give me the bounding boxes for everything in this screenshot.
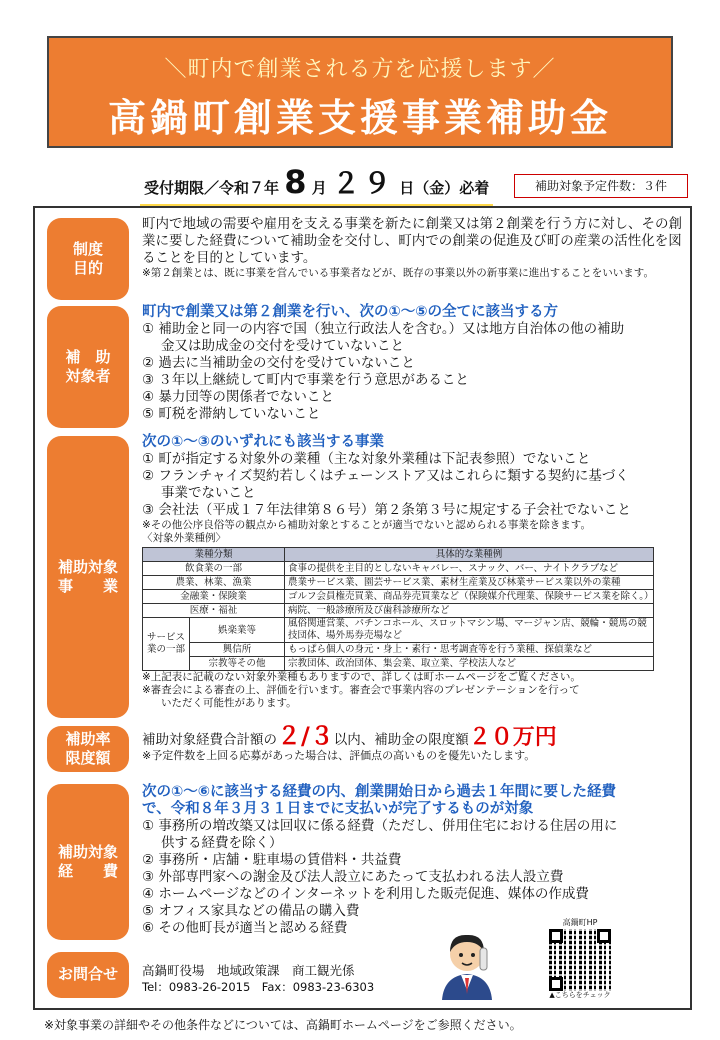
- table-cell: ゴルフ会員権売買業、商品券売買業など（保険媒介代理業、保険サービス業を除く。）: [285, 590, 654, 604]
- title-banner: [47, 36, 673, 148]
- eligible-business-item-2: ② フランチャイズ契約若しくはチェーンストア又はこれらに類する契約に基づく: [142, 468, 629, 484]
- eligible-business-item-2-cont: 事業でないこと: [161, 485, 256, 501]
- eligible-persons-item-5: ⑤ 町税を滞納していないこと: [142, 406, 321, 422]
- deadline-day: ２９: [332, 167, 395, 200]
- expenses-item-4: ④ ホームページなどのインターネットを利用した販売促進、媒体の作成費: [142, 886, 589, 902]
- banner-title: 高鍋町創業支援事業補助金: [107, 96, 612, 140]
- deadline-prefix: 受付期限／令和７年: [144, 179, 280, 197]
- eligible-business-footnote-1: ※上記表に記載のない対象外業種もありますので、詳しくは町ホームページをご覧ください。: [142, 671, 581, 683]
- table-cell: 食事の提供を主目的としないキャバレー、スナック、バー、ナイトクラブなど: [285, 562, 654, 576]
- purpose-section: [142, 216, 682, 280]
- expenses-item-5: ⑤ オフィス家具などの備品の購入費: [142, 903, 360, 919]
- label-purpose: 制度 目的: [47, 218, 129, 300]
- expenses-item-1-cont: 供する経費を除く）: [161, 835, 283, 851]
- eligible-business-note: ※その他公序良俗等の観点から補助対象とすることが適当でないと認められる事業を除きます。: [142, 519, 591, 531]
- eligible-business-footnote-2: ※審査会による審査の上、評価を行います。審査会で事業内容のプレゼンテーションを行って: [142, 684, 580, 696]
- label-eligible-business: 補助対象 事 業: [47, 436, 129, 718]
- eligible-persons-item-2: ② 過去に当補助金の交付を受けていないこと: [142, 355, 415, 371]
- banner-subtitle: ＼町内で創業される方を応援します／: [164, 57, 556, 82]
- qr-block: [545, 918, 615, 999]
- table-row: [143, 657, 654, 671]
- table-row: [143, 604, 654, 618]
- label-expenses: 補助対象 経 費: [47, 784, 129, 940]
- eligible-persons-item-1: ① 補助金と同一の内容で国（独立行政法人を含む。）又は地方自治体の他の補助: [142, 321, 625, 337]
- table-cell: 農業サービス業、園芸サービス業、素材生産業及び林業サービス業以外の業種: [285, 576, 654, 590]
- qr-caption-top: 高鍋町HP: [562, 918, 598, 927]
- table-cell: 興信所: [190, 643, 285, 657]
- expenses-heading-1: 次の①～⑥に該当する経費の内、創業開始日から過去１年間に要した経費: [142, 784, 617, 800]
- table-header-row: [143, 548, 654, 562]
- eligible-business-section: [142, 434, 682, 710]
- purpose-note: ※第２創業とは、既に事業を営んでいる事業者などが、既存の事業以外の新事業に進出することをいいます。: [142, 267, 654, 279]
- table-cell: 金融業・保険業: [143, 590, 285, 604]
- eligible-persons-heading: 町内で創業又は第２創業を行い、次の①～⑤の全てに該当する方: [142, 304, 559, 320]
- staff-illustration: [432, 928, 502, 1000]
- purpose-text: 町内で地域の需要や雇用を支える事業を新たに創業又は第２創業を行う方に対し、その創業に要した経費について補助金を交付し、町内での創業の促進及び町の産業の活性化を図ることを目的としています。: [142, 216, 682, 266]
- table-row: [143, 562, 654, 576]
- expenses-item-2: ② 事務所・店舗・駐車場の賃借料・共益費: [142, 852, 402, 868]
- table-cell: 飲食業の一部: [143, 562, 285, 576]
- eligible-business-heading: 次の①～③のいずれにも該当する事業: [142, 434, 385, 450]
- expenses-section: [142, 784, 682, 937]
- label-contact: お問合せ: [47, 952, 129, 998]
- label-eligible-persons: 補 助 対象者: [47, 306, 129, 428]
- person-with-phone-icon: [432, 928, 502, 1000]
- table-header: 具体的な業種例: [285, 548, 654, 562]
- table-header: 業種分類: [143, 548, 285, 562]
- rate-middle: 以内、補助金の限度額: [333, 732, 469, 748]
- table-cell: サービス業の一部: [143, 618, 190, 671]
- deadline-month-unit: 月: [311, 179, 327, 197]
- deadline: [140, 162, 493, 208]
- table-cell: 風俗関連営業、パチンコホール、スロットマシン場、マージャン店、競輪・競馬の競技団体、場外馬券売場など: [285, 618, 654, 643]
- table-row: [143, 643, 654, 657]
- rate-amount: ２０万円: [468, 725, 557, 750]
- rate-fraction: ２/３: [277, 722, 334, 750]
- rate-line: [142, 722, 682, 750]
- table-cell: もっぱら個人の身元・身上・素行・思考調査等を行う業種、探偵業など: [285, 643, 654, 657]
- contact-office: 高鍋町役場 地域政策課 商工観光係: [142, 963, 355, 978]
- eligible-business-item-3: ③ 会社法（平成１７年法律第８６号）第２条第３号に規定する子会社でないこと: [142, 502, 631, 518]
- eligible-business-footnote-3: いただく可能性があります。: [161, 697, 297, 709]
- excluded-industries-table: [142, 547, 654, 671]
- eligible-persons-item-3: ③ ３年以上継続して町内で事業を行う意思があること: [142, 372, 469, 388]
- deadline-month: 8: [284, 163, 307, 201]
- table-cell: 農業、林業、漁業: [143, 576, 285, 590]
- label-rate: 補助率 限度額: [47, 726, 129, 772]
- table-row: [143, 590, 654, 604]
- table-cell: 宗教団体、政治団体、集会業、取立業、学校法人など: [285, 657, 654, 671]
- table-cell: 宗教等その他: [190, 657, 285, 671]
- qr-code-icon: [549, 929, 611, 991]
- table-row: [143, 618, 654, 643]
- rate-section: [142, 722, 682, 762]
- deadline-suffix: 日（金）必着: [399, 179, 490, 197]
- excluded-table-caption: 〈対象外業種例〉: [142, 532, 226, 544]
- expenses-item-6: ⑥ その他町長が適当と認める経費: [142, 920, 348, 936]
- qr-caption-bottom: ▲こちらをチェック: [549, 991, 611, 999]
- table-row: [143, 576, 654, 590]
- expenses-item-1: ① 事務所の増改築又は回収に係る経費（ただし、併用住宅における住居の用に: [142, 818, 618, 834]
- expenses-item-3: ③ 外部専門家への謝金及び法人設立にあたって支払われる法人設立費: [142, 869, 564, 885]
- table-cell: 医療・福祉: [143, 604, 285, 618]
- rate-note: ※予定件数を上回る応募があった場合は、評価点の高いものを優先いたします。: [142, 749, 536, 762]
- footer-note: ※対象事業の詳細やその他条件などについては、高鍋町ホームページをご参照ください。: [44, 1018, 522, 1032]
- expenses-heading-2: で、令和８年３月３１日までに支払いが完了するものが対象: [142, 801, 534, 817]
- table-cell: 娯楽業等: [190, 618, 285, 643]
- eligible-persons-item-1-cont: 金又は助成金の交付を受けていないこと: [161, 338, 404, 354]
- contact-phone: Tel：0983-26-2015 Fax：0983-23-6303: [142, 980, 375, 994]
- eligible-persons-item-4: ④ 暴力団等の関係者でないこと: [142, 389, 334, 405]
- eligible-business-item-1: ① 町が指定する対象外の業種（主な対象外業種は下記表参照）でないこと: [142, 451, 591, 467]
- rate-prefix: 補助対象経費合計額の: [142, 732, 277, 748]
- planned-count-box: 補助対象予定件数：３件: [514, 174, 688, 198]
- table-cell: 病院、一般診療所及び歯科診療所など: [285, 604, 654, 618]
- eligible-persons-section: [142, 304, 682, 423]
